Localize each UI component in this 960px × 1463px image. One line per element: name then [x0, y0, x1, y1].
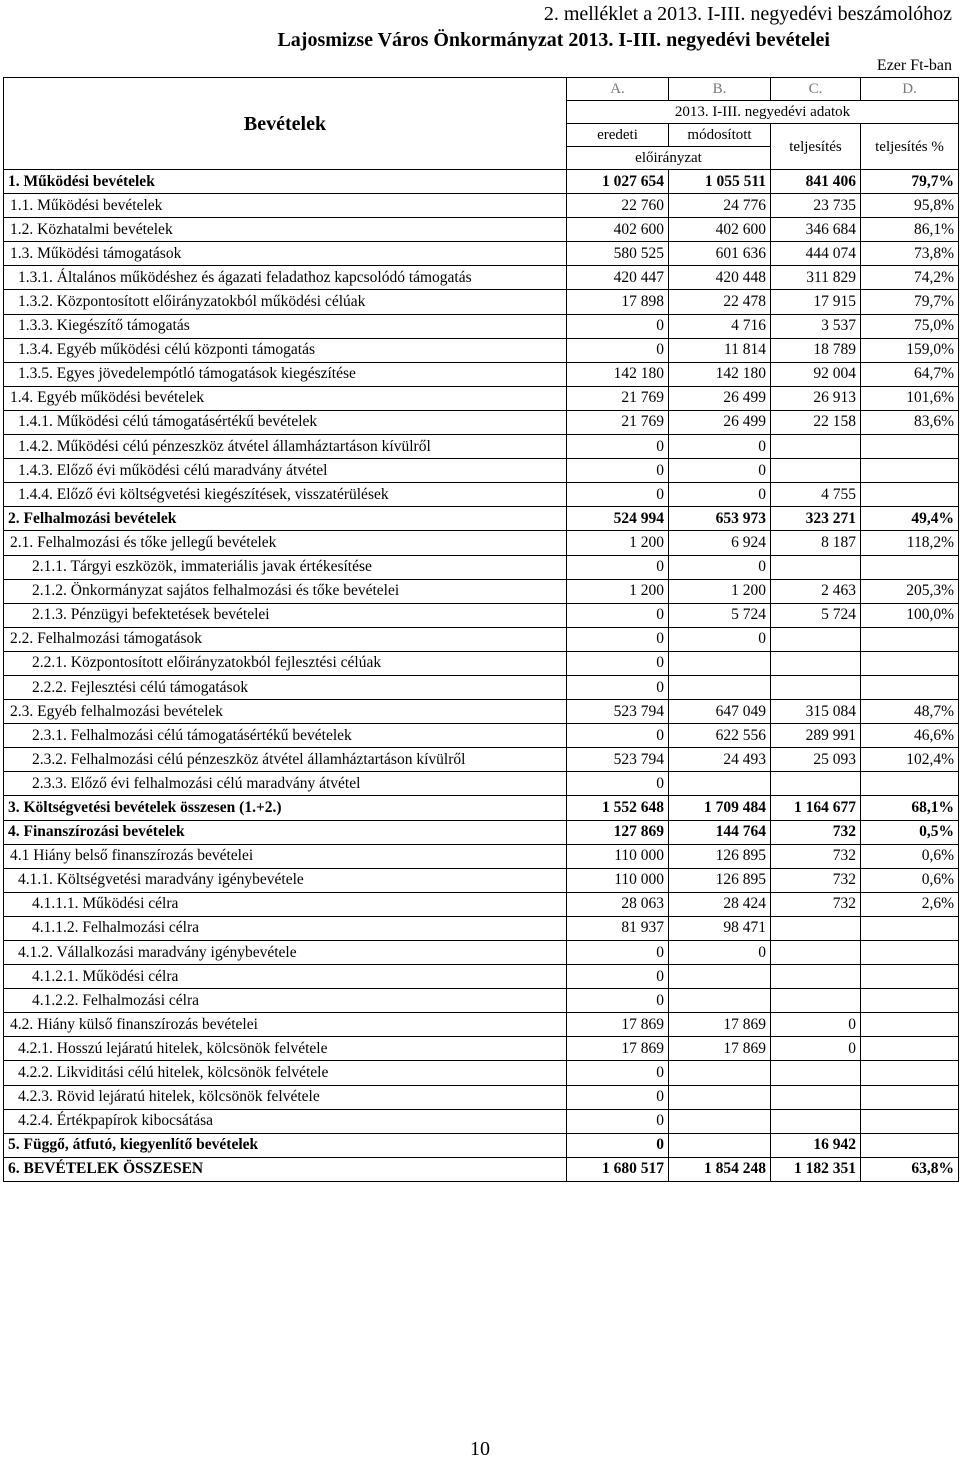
teljesites-pct-value: 86,1%	[861, 218, 959, 242]
teljesites-value: 315 084	[771, 700, 861, 724]
modositott-value: 24 776	[669, 194, 771, 218]
eredeti-value: 0	[567, 941, 669, 965]
teljesites-value: 16 942	[771, 1133, 861, 1157]
row-label: 1. Működési bevételek	[4, 170, 567, 194]
teljesites-pct-value: 0,5%	[861, 820, 959, 844]
table-row	[4, 941, 959, 965]
modositott-value: 0	[669, 435, 771, 459]
teljesites-pct-value	[861, 675, 959, 699]
modositott-value: 126 895	[669, 868, 771, 892]
column-letter-a: A.	[567, 78, 669, 101]
table-row	[4, 868, 959, 892]
teljesites-value: 444 074	[771, 242, 861, 266]
eredeti-value: 127 869	[567, 820, 669, 844]
modositott-value	[669, 675, 771, 699]
table-row	[4, 218, 959, 242]
eredeti-value: 17 869	[567, 1037, 669, 1061]
teljesites-value: 311 829	[771, 266, 861, 290]
eredeti-value: 0	[567, 1133, 669, 1157]
modositott-value: 28 424	[669, 892, 771, 916]
teljesites-pct-header: teljesítés %	[861, 124, 959, 170]
row-label: 3. Költségvetési bevételek összesen (1.+2.)	[4, 796, 567, 820]
row-label: 1.3. Működési támogatások	[4, 242, 567, 266]
eredeti-value: 0	[567, 603, 669, 627]
table-row	[4, 820, 959, 844]
table-row	[4, 603, 959, 627]
modositott-header: módosított	[669, 124, 771, 147]
modositott-value: 0	[669, 459, 771, 483]
row-label: 4. Finanszírozási bevételek	[4, 820, 567, 844]
modositott-value: 0	[669, 555, 771, 579]
table-row	[4, 362, 959, 386]
modositott-value: 647 049	[669, 700, 771, 724]
eredeti-value: 0	[567, 724, 669, 748]
teljesites-value: 26 913	[771, 386, 861, 410]
table-row	[4, 724, 959, 748]
row-label: 4.2.3. Rövid lejáratú hitelek, kölcsönök felvétele	[4, 1085, 567, 1109]
column-letter-d: D.	[861, 78, 959, 101]
teljesites-value: 732	[771, 892, 861, 916]
teljesites-pct-value: 74,2%	[861, 266, 959, 290]
modositott-value	[669, 1061, 771, 1085]
teljesites-pct-value: 79,7%	[861, 290, 959, 314]
eredeti-value: 0	[567, 1085, 669, 1109]
column-letter-c: C.	[771, 78, 861, 101]
row-label: 4.2.1. Hosszú lejáratú hitelek, kölcsönök felvétele	[4, 1037, 567, 1061]
modositott-value: 144 764	[669, 820, 771, 844]
eredeti-value: 0	[567, 483, 669, 507]
teljesites-pct-value: 95,8%	[861, 194, 959, 218]
modositott-value: 22 478	[669, 290, 771, 314]
eredeti-value: 420 447	[567, 266, 669, 290]
eredeti-value: 28 063	[567, 892, 669, 916]
table-row	[4, 194, 959, 218]
row-label: 4.2.2. Likviditási célú hitelek, kölcsönök felvétele	[4, 1061, 567, 1085]
table-row	[4, 338, 959, 362]
row-label: 1.3.3. Kiegészítő támogatás	[4, 314, 567, 338]
teljesites-header: teljesítés	[771, 124, 861, 170]
teljesites-pct-value	[861, 459, 959, 483]
modositott-value: 17 869	[669, 1013, 771, 1037]
teljesites-pct-value: 48,7%	[861, 700, 959, 724]
teljesites-value: 23 735	[771, 194, 861, 218]
teljesites-value	[771, 989, 861, 1013]
teljesites-value: 346 684	[771, 218, 861, 242]
row-label: 4.1.2. Vállalkozási maradvány igénybevétele	[4, 941, 567, 965]
row-label: 6. BEVÉTELEK ÖSSZESEN	[4, 1157, 567, 1181]
eredeti-value: 1 552 648	[567, 796, 669, 820]
column-letter-b: B.	[669, 78, 771, 101]
eredeti-value: 81 937	[567, 916, 669, 940]
table-row	[4, 1061, 959, 1085]
teljesites-pct-value	[861, 1133, 959, 1157]
eredeti-value: 0	[567, 1109, 669, 1133]
row-label: 1.4.1. Működési célú támogatásértékű bevételek	[4, 410, 567, 434]
eredeti-value: 110 000	[567, 844, 669, 868]
table-row	[4, 844, 959, 868]
teljesites-pct-value: 159,0%	[861, 338, 959, 362]
modositott-value: 622 556	[669, 724, 771, 748]
modositott-value: 6 924	[669, 531, 771, 555]
eredeti-value: 0	[567, 772, 669, 796]
row-label: 1.4. Egyéb működési bevételek	[4, 386, 567, 410]
modositott-value: 0	[669, 627, 771, 651]
eredeti-value: 402 600	[567, 218, 669, 242]
eredeti-value: 21 769	[567, 386, 669, 410]
teljesites-pct-value: 79,7%	[861, 170, 959, 194]
teljesites-pct-value: 101,6%	[861, 386, 959, 410]
teljesites-value	[771, 651, 861, 675]
modositott-value	[669, 651, 771, 675]
teljesites-pct-value	[861, 555, 959, 579]
teljesites-value: 4 755	[771, 483, 861, 507]
table-row	[4, 531, 959, 555]
eredeti-value: 0	[567, 435, 669, 459]
teljesites-pct-value: 46,6%	[861, 724, 959, 748]
teljesites-pct-value	[861, 989, 959, 1013]
table-row	[4, 242, 959, 266]
row-label: 1.1. Működési bevételek	[4, 194, 567, 218]
table-row	[4, 290, 959, 314]
teljesites-pct-value: 68,1%	[861, 796, 959, 820]
teljesites-value: 3 537	[771, 314, 861, 338]
teljesites-value: 17 915	[771, 290, 861, 314]
teljesites-pct-value: 73,8%	[861, 242, 959, 266]
eredeti-value: 0	[567, 459, 669, 483]
eredeti-value: 0	[567, 1061, 669, 1085]
table-row	[4, 483, 959, 507]
row-label: 2.1. Felhalmozási és tőke jellegű bevételek	[4, 531, 567, 555]
row-label: 4.1.2.1. Működési célra	[4, 965, 567, 989]
row-label: 2.2. Felhalmozási támogatások	[4, 627, 567, 651]
teljesites-pct-value: 75,0%	[861, 314, 959, 338]
row-label: 2.3.2. Felhalmozási célú pénzeszköz átvétel államháztartáson kívülről	[4, 748, 567, 772]
table-row	[4, 627, 959, 651]
teljesites-pct-value	[861, 1013, 959, 1037]
row-label: 2.3.3. Előző évi felhalmozási célú maradvány átvétel	[4, 772, 567, 796]
row-label: 2.1.2. Önkormányzat sajátos felhalmozási és tőke bevételei	[4, 579, 567, 603]
teljesites-pct-value: 49,4%	[861, 507, 959, 531]
table-row	[4, 1109, 959, 1133]
table-row	[4, 410, 959, 434]
teljesites-value: 22 158	[771, 410, 861, 434]
modositott-value: 1 854 248	[669, 1157, 771, 1181]
row-label: 4.1 Hiány belső finanszírozás bevételei	[4, 844, 567, 868]
table-row	[4, 1133, 959, 1157]
table-row	[4, 796, 959, 820]
teljesites-pct-value	[861, 435, 959, 459]
row-label: 1.4.4. Előző évi költségvetési kiegészítések, visszatérülések	[4, 483, 567, 507]
eredeti-value: 17 869	[567, 1013, 669, 1037]
table-row	[4, 314, 959, 338]
modositott-value: 142 180	[669, 362, 771, 386]
modositott-value	[669, 965, 771, 989]
teljesites-value: 25 093	[771, 748, 861, 772]
table-row	[4, 748, 959, 772]
table-row	[4, 700, 959, 724]
teljesites-pct-value	[861, 651, 959, 675]
row-label: 1.3.2. Központosított előirányzatokból működési célúak	[4, 290, 567, 314]
eredeti-value: 1 200	[567, 531, 669, 555]
eredeti-value: 524 994	[567, 507, 669, 531]
modositott-value: 126 895	[669, 844, 771, 868]
table-row	[4, 1013, 959, 1037]
teljesites-pct-value: 2,6%	[861, 892, 959, 916]
modositott-value: 17 869	[669, 1037, 771, 1061]
eredeti-value: 0	[567, 651, 669, 675]
eredeti-value: 0	[567, 965, 669, 989]
teljesites-value: 1 164 677	[771, 796, 861, 820]
modositott-value: 11 814	[669, 338, 771, 362]
teljesites-value	[771, 941, 861, 965]
row-label: 1.3.1. Általános működéshez és ágazati feladathoz kapcsolódó támogatás	[4, 266, 567, 290]
modositott-value: 1 055 511	[669, 170, 771, 194]
modositott-value: 24 493	[669, 748, 771, 772]
teljesites-pct-value	[861, 1061, 959, 1085]
teljesites-value: 92 004	[771, 362, 861, 386]
modositott-value: 1 709 484	[669, 796, 771, 820]
revenue-table	[3, 77, 959, 1182]
table-row	[4, 1085, 959, 1109]
table-row	[4, 386, 959, 410]
table-row	[4, 675, 959, 699]
teljesites-pct-value: 0,6%	[861, 868, 959, 892]
eredeti-value: 0	[567, 627, 669, 651]
teljesites-value	[771, 459, 861, 483]
table-row	[4, 170, 959, 194]
eredeti-value: 0	[567, 314, 669, 338]
modositott-value: 0	[669, 483, 771, 507]
annex-label: 2. melléklet a 2013. I-III. negyedévi beszámolóhoz	[543, 3, 952, 25]
eredeti-value: 17 898	[567, 290, 669, 314]
teljesites-pct-value	[861, 772, 959, 796]
teljesites-value	[771, 435, 861, 459]
teljesites-pct-value	[861, 941, 959, 965]
table-row	[4, 892, 959, 916]
teljesites-value	[771, 916, 861, 940]
teljesites-value	[771, 627, 861, 651]
teljesites-pct-value	[861, 916, 959, 940]
eredeti-value: 0	[567, 675, 669, 699]
modositott-value: 1 200	[669, 579, 771, 603]
modositott-value: 402 600	[669, 218, 771, 242]
table-row	[4, 266, 959, 290]
row-label: 4.2. Hiány külső finanszírozás bevételei	[4, 1013, 567, 1037]
teljesites-value: 841 406	[771, 170, 861, 194]
eredeti-value: 0	[567, 338, 669, 362]
table-row	[4, 916, 959, 940]
modositott-value: 420 448	[669, 266, 771, 290]
row-label: 5. Függő, átfutó, kiegyenlítő bevételek	[4, 1133, 567, 1157]
teljesites-value	[771, 555, 861, 579]
row-label: 4.2.4. Értékpapírok kibocsátása	[4, 1109, 567, 1133]
table-row	[4, 507, 959, 531]
page-number: 10	[470, 1438, 490, 1460]
eredeti-value: 0	[567, 989, 669, 1013]
modositott-value	[669, 989, 771, 1013]
row-label: 2.1.1. Tárgyi eszközök, immateriális javak értékesítése	[4, 555, 567, 579]
teljesites-pct-value	[861, 483, 959, 507]
page-title: Lajosmizse Város Önkormányzat 2013. I-III. negyedévi bevételei	[277, 29, 830, 51]
teljesites-value: 289 991	[771, 724, 861, 748]
teljesites-value	[771, 772, 861, 796]
teljesites-pct-value: 63,8%	[861, 1157, 959, 1181]
modositott-value: 601 636	[669, 242, 771, 266]
modositott-value: 26 499	[669, 386, 771, 410]
table-row	[4, 1037, 959, 1061]
modositott-value: 5 724	[669, 603, 771, 627]
eloiranyzat-header: előirányzat	[567, 147, 771, 170]
row-label: 4.1.1. Költségvetési maradvány igénybevétele	[4, 868, 567, 892]
teljesites-pct-value	[861, 1085, 959, 1109]
teljesites-value: 5 724	[771, 603, 861, 627]
teljesites-value: 18 789	[771, 338, 861, 362]
table-row	[4, 989, 959, 1013]
teljesites-pct-value: 83,6%	[861, 410, 959, 434]
teljesites-value: 732	[771, 868, 861, 892]
modositott-value: 653 973	[669, 507, 771, 531]
teljesites-pct-value: 102,4%	[861, 748, 959, 772]
eredeti-value: 0	[567, 555, 669, 579]
table-row	[4, 555, 959, 579]
row-label: 4.1.1.1. Működési célra	[4, 892, 567, 916]
eredeti-value: 21 769	[567, 410, 669, 434]
eredeti-value: 1 680 517	[567, 1157, 669, 1181]
teljesites-value: 323 271	[771, 507, 861, 531]
row-label: 2.2.2. Fejlesztési célú támogatások	[4, 675, 567, 699]
table-body	[4, 170, 959, 1182]
table-row	[4, 1157, 959, 1181]
eredeti-value: 1 027 654	[567, 170, 669, 194]
teljesites-value: 0	[771, 1013, 861, 1037]
teljesites-pct-value: 0,6%	[861, 844, 959, 868]
teljesites-value	[771, 1085, 861, 1109]
teljesites-value	[771, 965, 861, 989]
bevetelek-header: Bevételek	[4, 78, 567, 170]
teljesites-pct-value: 118,2%	[861, 531, 959, 555]
teljesites-pct-value: 100,0%	[861, 603, 959, 627]
row-label: 1.4.2. Működési célú pénzeszköz átvétel államháztartáson kívülről	[4, 435, 567, 459]
teljesites-value	[771, 1061, 861, 1085]
eredeti-value: 110 000	[567, 868, 669, 892]
row-label: 2.3. Egyéb felhalmozási bevételek	[4, 700, 567, 724]
modositott-value	[669, 1085, 771, 1109]
modositott-value	[669, 1133, 771, 1157]
row-label: 2. Felhalmozási bevételek	[4, 507, 567, 531]
eredeti-header: eredeti	[567, 124, 669, 147]
table-row	[4, 459, 959, 483]
modositott-value	[669, 772, 771, 796]
unit-label: Ezer Ft-ban	[876, 57, 952, 74]
row-label: 2.2.1. Központosított előirányzatokból fejlesztési célúak	[4, 651, 567, 675]
table-row	[4, 965, 959, 989]
modositott-value: 26 499	[669, 410, 771, 434]
teljesites-pct-value: 205,3%	[861, 579, 959, 603]
table-row	[4, 651, 959, 675]
modositott-value: 98 471	[669, 916, 771, 940]
period-header: 2013. I-III. negyedévi adatok	[567, 101, 959, 124]
teljesites-pct-value	[861, 627, 959, 651]
eredeti-value: 22 760	[567, 194, 669, 218]
teljesites-value: 732	[771, 844, 861, 868]
modositott-value: 4 716	[669, 314, 771, 338]
row-label: 1.3.5. Egyes jövedelempótló támogatások kiegészítése	[4, 362, 567, 386]
eredeti-value: 523 794	[567, 748, 669, 772]
modositott-value	[669, 1109, 771, 1133]
teljesites-value: 732	[771, 820, 861, 844]
eredeti-value: 142 180	[567, 362, 669, 386]
teljesites-value: 2 463	[771, 579, 861, 603]
row-label: 4.1.2.2. Felhalmozási célra	[4, 989, 567, 1013]
teljesites-value	[771, 675, 861, 699]
row-label: 1.2. Közhatalmi bevételek	[4, 218, 567, 242]
row-label: 2.1.3. Pénzügyi befektetések bevételei	[4, 603, 567, 627]
teljesites-value: 1 182 351	[771, 1157, 861, 1181]
eredeti-value: 523 794	[567, 700, 669, 724]
teljesites-value: 0	[771, 1037, 861, 1061]
eredeti-value: 1 200	[567, 579, 669, 603]
teljesites-value	[771, 1109, 861, 1133]
table-row	[4, 435, 959, 459]
teljesites-pct-value	[861, 1109, 959, 1133]
teljesites-pct-value	[861, 1037, 959, 1061]
table-row	[4, 772, 959, 796]
teljesites-pct-value: 64,7%	[861, 362, 959, 386]
row-label: 1.4.3. Előző évi működési célú maradvány átvétel	[4, 459, 567, 483]
row-label: 2.3.1. Felhalmozási célú támogatásértékű bevételek	[4, 724, 567, 748]
eredeti-value: 580 525	[567, 242, 669, 266]
row-label: 4.1.1.2. Felhalmozási célra	[4, 916, 567, 940]
modositott-value: 0	[669, 941, 771, 965]
teljesites-pct-value	[861, 965, 959, 989]
table-row	[4, 579, 959, 603]
teljesites-value: 8 187	[771, 531, 861, 555]
row-label: 1.3.4. Egyéb működési célú központi támogatás	[4, 338, 567, 362]
